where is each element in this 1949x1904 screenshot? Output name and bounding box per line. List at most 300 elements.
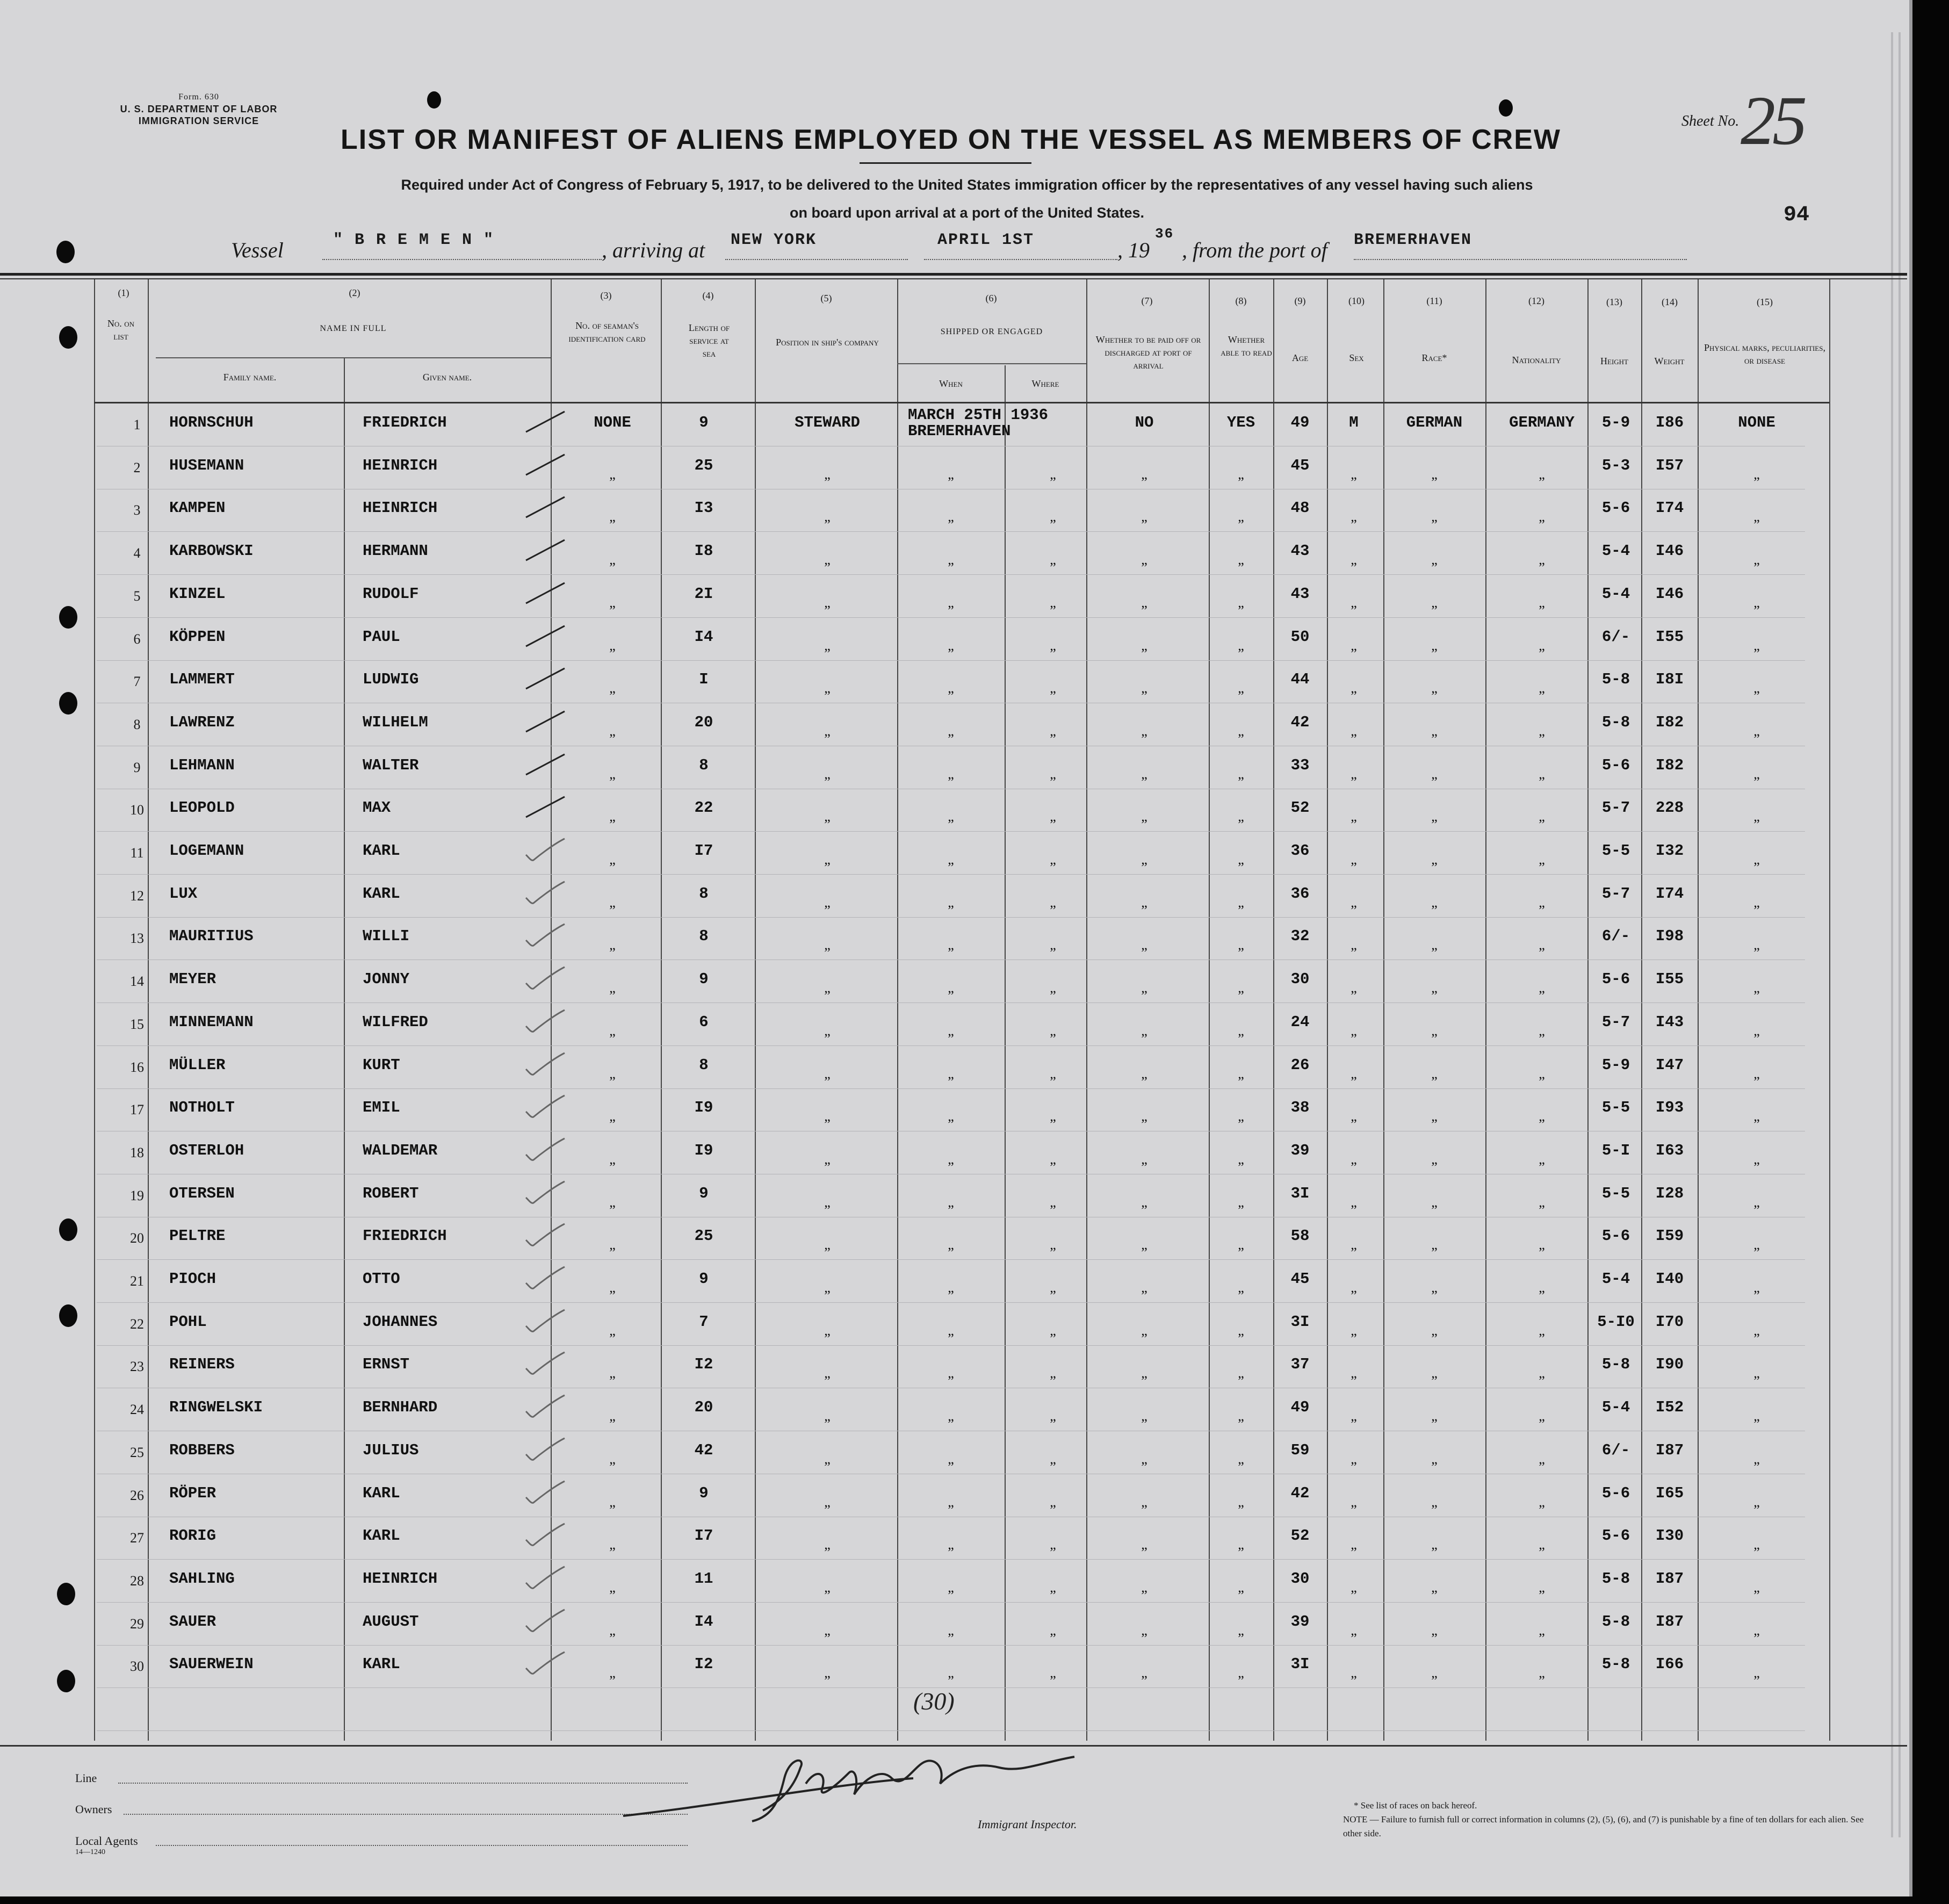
age: 3I (1290, 1312, 1310, 1331)
weight: I93 (1655, 1099, 1684, 1117)
cell-id-card: „ (609, 894, 616, 910)
weight: I43 (1655, 1013, 1684, 1031)
weight: I63 (1655, 1141, 1684, 1159)
family-name: PIOCH (169, 1270, 216, 1288)
table-row (0, 1056, 1907, 1099)
given-name: ERNST (363, 1355, 410, 1374)
cell-where: „ (1050, 980, 1056, 996)
cell-when: „ (948, 1280, 954, 1295)
age: 48 (1290, 499, 1310, 517)
table-row (0, 885, 1907, 928)
check-mark-icon (524, 1222, 567, 1249)
footer-notes (1343, 1799, 1880, 1841)
cell-race: „ (1431, 1065, 1438, 1081)
age: 45 (1290, 456, 1310, 474)
arrival-port: NEW YORK (731, 231, 817, 249)
col-6-number: (6) (985, 293, 997, 304)
cell-position: „ (824, 1151, 831, 1167)
table-row (0, 628, 1907, 671)
year-prefix: , 19 (1117, 238, 1150, 262)
check-mark-icon (524, 1564, 567, 1591)
height: 5-I0 (1597, 1312, 1635, 1331)
cell-paid-off: „ (1141, 1194, 1147, 1210)
col-3-label: No. of seaman's identification card (568, 320, 646, 344)
cell-when: „ (948, 1108, 954, 1124)
col-6-sub-where: Where (1031, 378, 1059, 389)
title-rule (860, 162, 1031, 164)
length-of-service: 9 (699, 1484, 709, 1502)
weight: I30 (1655, 1527, 1684, 1545)
cell-paid-off: „ (1141, 1065, 1147, 1081)
cell-id-card: „ (609, 1194, 616, 1210)
length-of-service: 20 (694, 1398, 713, 1417)
cell-read: „ (1238, 1365, 1244, 1381)
cell-position: „ (824, 1579, 831, 1595)
family-name: KÖPPEN (169, 628, 226, 646)
cell-read: „ (1238, 1408, 1244, 1424)
cell-race: „ (1431, 1108, 1438, 1124)
cell-marks: „ (1753, 637, 1760, 653)
length-of-service: 8 (699, 1056, 709, 1074)
row-number: 26 (130, 1487, 144, 1503)
cell-where: „ (1050, 680, 1056, 696)
check-mark-icon (524, 1308, 567, 1335)
cell-race: „ (1431, 466, 1438, 482)
cell-sex: „ (1351, 1108, 1357, 1124)
table-row (0, 1185, 1907, 1228)
check-mark-icon (524, 408, 567, 435)
row-number: 24 (130, 1402, 144, 1418)
sheet-label: Sheet No. (1681, 113, 1739, 129)
cell-nationality: „ (1539, 1408, 1545, 1424)
cell-sex: „ (1351, 1065, 1357, 1081)
cell-nationality: „ (1539, 1194, 1545, 1210)
cell-read: YES (1226, 414, 1255, 431)
cell-read: „ (1238, 1022, 1244, 1038)
length-of-service: 8 (699, 756, 709, 774)
agents-dots (156, 1845, 688, 1846)
weight: I87 (1655, 1569, 1684, 1588)
cell-nationality: „ (1539, 1579, 1545, 1595)
age: 42 (1290, 1484, 1310, 1502)
length-of-service: 22 (694, 799, 713, 817)
cell-sex: „ (1351, 1665, 1357, 1681)
cell-id-card: NONE (594, 414, 631, 431)
cell-nationality: „ (1539, 1237, 1545, 1253)
name-header-rule (156, 357, 551, 358)
weight: I87 (1655, 1612, 1684, 1631)
cell-where: „ (1050, 466, 1056, 482)
given-name: WILFRED (363, 1013, 428, 1031)
cell-paid-off: „ (1141, 1665, 1147, 1681)
cell-where: „ (1050, 766, 1056, 782)
cell-where: „ (1050, 1494, 1056, 1510)
cell-read: „ (1238, 1665, 1244, 1681)
cell-where: „ (1050, 1280, 1056, 1295)
cell-sex: „ (1351, 637, 1357, 653)
cell-position: „ (824, 594, 831, 610)
length-of-service: 6 (699, 1013, 709, 1031)
cell-race: „ (1431, 1622, 1438, 1638)
cell-nationality: „ (1539, 1451, 1545, 1467)
cell-paid-off: „ (1141, 937, 1147, 953)
cell-nationality: „ (1539, 1365, 1545, 1381)
length-of-service: I7 (694, 842, 713, 860)
cell-when: „ (948, 852, 954, 867)
weight: I65 (1655, 1484, 1684, 1502)
col-1-number: (1) (118, 287, 129, 298)
row-number: 22 (130, 1316, 144, 1332)
given-name: JONNY (363, 970, 410, 989)
cell-when: „ (948, 1365, 954, 1381)
cell-race: „ (1431, 894, 1438, 910)
cell-when: „ (948, 552, 954, 568)
check-mark-icon (524, 1479, 567, 1506)
cell-race: „ (1431, 1194, 1438, 1210)
cell-nationality: „ (1539, 1280, 1545, 1295)
given-name: EMIL (363, 1099, 400, 1117)
cell-position: „ (824, 809, 831, 825)
cell-position: „ (824, 937, 831, 953)
length-of-service: I4 (694, 628, 713, 646)
age: 39 (1290, 1141, 1310, 1159)
cell-marks: „ (1753, 1665, 1760, 1681)
height: 5-8 (1601, 670, 1630, 689)
length-of-service: I9 (694, 1141, 713, 1159)
family-name: LAMMERT (169, 670, 235, 689)
age: 30 (1290, 1569, 1310, 1588)
cell-marks: „ (1753, 1579, 1760, 1595)
family-name: LUX (169, 884, 198, 903)
cell-marks: „ (1753, 509, 1760, 525)
age: 58 (1290, 1227, 1310, 1245)
cell-marks: „ (1753, 1280, 1760, 1295)
cell-marks: „ (1753, 894, 1760, 910)
cell-where: „ (1050, 1537, 1056, 1553)
cell-sex: „ (1351, 1622, 1357, 1638)
cell-when: „ (948, 594, 954, 610)
cell-marks: „ (1753, 723, 1760, 739)
cell-id-card: „ (609, 1451, 616, 1467)
cell-nationality: „ (1539, 1322, 1545, 1338)
weight: I86 (1655, 414, 1684, 431)
cell-sex: M (1349, 414, 1359, 431)
col-15-number: (15) (1757, 297, 1773, 307)
cell-marks: „ (1753, 1537, 1760, 1553)
table-row (0, 457, 1907, 500)
cell-when: „ (948, 1451, 954, 1467)
header-bottom-rule (94, 402, 1829, 403)
cell-sex: „ (1351, 1579, 1357, 1595)
table-row (0, 585, 1907, 628)
check-mark-icon (524, 1521, 567, 1548)
height: 5-9 (1601, 414, 1630, 431)
cell-read: „ (1238, 809, 1244, 825)
departure-port: BREMERHAVEN (1354, 231, 1472, 249)
count-note: (30) (913, 1687, 955, 1715)
col-2-sub-family: Family name. (223, 372, 277, 383)
length-of-service: 25 (694, 1227, 713, 1245)
given-name: RUDOLF (363, 585, 419, 603)
col-1-label: No. on list (107, 318, 135, 342)
row-number: 4 (133, 545, 141, 561)
check-mark-icon (524, 708, 567, 735)
cell-read: „ (1238, 466, 1244, 482)
age: 42 (1290, 713, 1310, 731)
check-mark-icon (524, 1436, 567, 1463)
family-name: KARBOWSKI (169, 542, 254, 560)
cell-when: „ (948, 723, 954, 739)
punch-hole (59, 326, 77, 349)
table-row (0, 1227, 1907, 1270)
cell-race: „ (1431, 1280, 1438, 1295)
table-row (0, 406, 1907, 457)
given-name: WALTER (363, 756, 419, 774)
table-row (0, 713, 1907, 756)
weight: I28 (1655, 1184, 1684, 1202)
col-11-label: Race* (1421, 352, 1447, 363)
cell-paid-off: „ (1141, 680, 1147, 696)
family-name: RORIG (169, 1527, 216, 1545)
col-12-number: (12) (1528, 295, 1544, 306)
cell-when: „ (948, 1151, 954, 1167)
cell-race: „ (1431, 809, 1438, 825)
weight: I32 (1655, 842, 1684, 860)
cell-sex: „ (1351, 1280, 1357, 1295)
cell-nationality: „ (1539, 466, 1545, 482)
age: 39 (1290, 1612, 1310, 1631)
family-name: LAWRENZ (169, 713, 235, 731)
col-13-number: (13) (1606, 297, 1622, 307)
cell-position: „ (824, 466, 831, 482)
cell-read: „ (1238, 894, 1244, 910)
cell-nationality: „ (1539, 637, 1545, 653)
cell-when: „ (948, 809, 954, 825)
age: 24 (1290, 1013, 1310, 1031)
col-8-number: (8) (1235, 295, 1247, 306)
family-name: SAUERWEIN (169, 1655, 254, 1674)
punch-hole (1499, 99, 1513, 117)
cell-race: „ (1431, 852, 1438, 867)
length-of-service: I9 (694, 1099, 713, 1117)
cell-sex: „ (1351, 723, 1357, 739)
given-name: ROBERT (363, 1184, 419, 1202)
height: 5-7 (1601, 1013, 1630, 1031)
cell-race: „ (1431, 680, 1438, 696)
cell-marks: „ (1753, 1237, 1760, 1253)
cell-when: MARCH 25TH 1936 (908, 406, 1049, 424)
family-name: POHL (169, 1312, 207, 1331)
cell-nationality: „ (1539, 1108, 1545, 1124)
check-mark-icon (524, 1051, 567, 1078)
given-name: KARL (363, 884, 400, 903)
cell-race: „ (1431, 723, 1438, 739)
weight: I55 (1655, 628, 1684, 646)
cell-read: „ (1238, 1237, 1244, 1253)
length-of-service: 8 (699, 927, 709, 946)
height: 5-6 (1601, 1527, 1630, 1545)
given-name: BERNHARD (363, 1398, 438, 1417)
cell-paid-off: „ (1141, 1280, 1147, 1295)
cell-read: „ (1238, 852, 1244, 867)
cell-nationality: GERMANY (1509, 414, 1575, 431)
row-number: 18 (130, 1144, 144, 1160)
cell-paid-off: „ (1141, 1322, 1147, 1338)
given-name: AUGUST (363, 1612, 419, 1631)
row-number: 15 (130, 1016, 144, 1032)
cell-paid-off: „ (1141, 1365, 1147, 1381)
table-row (0, 1441, 1907, 1484)
document-subtitle (269, 171, 1665, 227)
cell-id-card: „ (609, 1408, 616, 1424)
col-10-label: Sex (1349, 352, 1364, 363)
height: 5-4 (1601, 1398, 1630, 1417)
cell-marks: „ (1753, 1408, 1760, 1424)
cell-id-card: „ (609, 1280, 616, 1295)
cell-race: „ (1431, 980, 1438, 996)
family-name: MINNEMANN (169, 1013, 254, 1031)
cell-id-card: „ (609, 1579, 616, 1595)
cell-where: BREMERHAVEN (908, 422, 1011, 440)
col-4-number: (4) (702, 290, 714, 301)
cell-sex: „ (1351, 809, 1357, 825)
given-name: JOHANNES (363, 1312, 438, 1331)
row-number: 7 (133, 674, 141, 690)
age: 43 (1290, 542, 1310, 560)
year-suffix: 36 (1155, 226, 1174, 242)
length-of-service: I8 (694, 542, 713, 560)
weight: I59 (1655, 1227, 1684, 1245)
weight: I46 (1655, 542, 1684, 560)
table-row (0, 542, 1907, 585)
cell-where: „ (1050, 1151, 1056, 1167)
cell-id-card: „ (609, 1365, 616, 1381)
age: 52 (1290, 799, 1310, 817)
weight: I98 (1655, 927, 1684, 946)
age: 50 (1290, 628, 1310, 646)
family-name: SAUER (169, 1612, 216, 1631)
cell-where: „ (1050, 937, 1056, 953)
cell-read: „ (1238, 1494, 1244, 1510)
weight: I52 (1655, 1398, 1684, 1417)
cell-read: „ (1238, 1108, 1244, 1124)
col-5-number: (5) (820, 293, 832, 304)
height: 5-8 (1601, 1655, 1630, 1674)
cell-where: „ (1050, 1108, 1056, 1124)
table-row (0, 499, 1907, 542)
cell-position: „ (824, 1622, 831, 1638)
cell-race: „ (1431, 1022, 1438, 1038)
department-name: U. S. DEPARTMENT OF LABOR (120, 104, 278, 114)
row-ruling (97, 1730, 1805, 1731)
given-name: WALDEMAR (363, 1141, 438, 1159)
cell-paid-off: „ (1141, 1622, 1147, 1638)
line-label: Line (75, 1771, 97, 1785)
vessel-line (0, 226, 1719, 269)
given-name: KARL (363, 1655, 400, 1674)
table-row (0, 842, 1907, 885)
cell-where: „ (1050, 594, 1056, 610)
cell-position: „ (824, 723, 831, 739)
cell-nationality: „ (1539, 1494, 1545, 1510)
cell-when: „ (948, 894, 954, 910)
weight: I70 (1655, 1312, 1684, 1331)
weight: I46 (1655, 585, 1684, 603)
cell-marks: „ (1753, 1451, 1760, 1467)
cell-race: „ (1431, 637, 1438, 653)
cell-position: „ (824, 1322, 831, 1338)
cell-where: „ (1050, 1022, 1056, 1038)
family-name: HORNSCHUH (169, 414, 254, 431)
row-number: 29 (130, 1615, 144, 1632)
cell-marks: „ (1753, 809, 1760, 825)
cell-read: „ (1238, 1194, 1244, 1210)
length-of-service: 9 (699, 1184, 709, 1202)
cell-sex: „ (1351, 1451, 1357, 1467)
age: 33 (1290, 756, 1310, 774)
cell-race: „ (1431, 937, 1438, 953)
cell-sex: „ (1351, 937, 1357, 953)
check-mark-icon (524, 1136, 567, 1163)
cell-position: „ (824, 980, 831, 996)
punch-hole (427, 91, 441, 109)
cell-nationality: „ (1539, 509, 1545, 525)
table-row (0, 1527, 1907, 1570)
row-number: 25 (130, 1444, 144, 1460)
given-name: FRIEDRICH (363, 414, 447, 431)
cell-marks: NONE (1738, 414, 1775, 431)
cell-nationality: „ (1539, 1665, 1545, 1681)
col-5-label: Position in ship's company (776, 337, 879, 348)
agents-label: Local Agents (75, 1834, 138, 1848)
table-row (0, 970, 1907, 1013)
cell-when: „ (948, 466, 954, 482)
vessel-name: " B R E M E N " (333, 231, 495, 249)
subtitle-line-1: Required under Act of Congress of February 5, 1917, to be delivered to the United States immigration officer by the representatives of any vessel having such aliens (401, 177, 1533, 193)
cell-position: „ (824, 680, 831, 696)
cell-marks: „ (1753, 766, 1760, 782)
row-number: 14 (130, 973, 144, 990)
cell-id-card: „ (609, 680, 616, 696)
cell-position: „ (824, 1065, 831, 1081)
weight: I66 (1655, 1655, 1684, 1674)
col-11-number: (11) (1426, 295, 1442, 306)
check-mark-icon (524, 751, 567, 778)
length-of-service: 25 (694, 456, 713, 474)
table-row (0, 756, 1907, 799)
given-name: KARL (363, 842, 400, 860)
length-of-service: 9 (699, 414, 709, 431)
cell-read: „ (1238, 766, 1244, 782)
cell-when: „ (948, 637, 954, 653)
cell-marks: „ (1753, 594, 1760, 610)
agency-block (86, 91, 312, 127)
cell-sex: „ (1351, 509, 1357, 525)
cell-where: „ (1050, 1622, 1056, 1638)
cell-where: „ (1050, 1408, 1056, 1424)
cell-marks: „ (1753, 1494, 1760, 1510)
cell-sex: „ (1351, 1408, 1357, 1424)
length-of-service: 8 (699, 884, 709, 903)
row-number: 10 (130, 802, 144, 818)
check-mark-icon (524, 1650, 567, 1677)
cell-sex: „ (1351, 1365, 1357, 1381)
age: 49 (1290, 414, 1310, 431)
owners-dots (124, 1814, 688, 1815)
height: 5-8 (1601, 1612, 1630, 1631)
height: 5-4 (1601, 585, 1630, 603)
cell-when: „ (948, 1494, 954, 1510)
